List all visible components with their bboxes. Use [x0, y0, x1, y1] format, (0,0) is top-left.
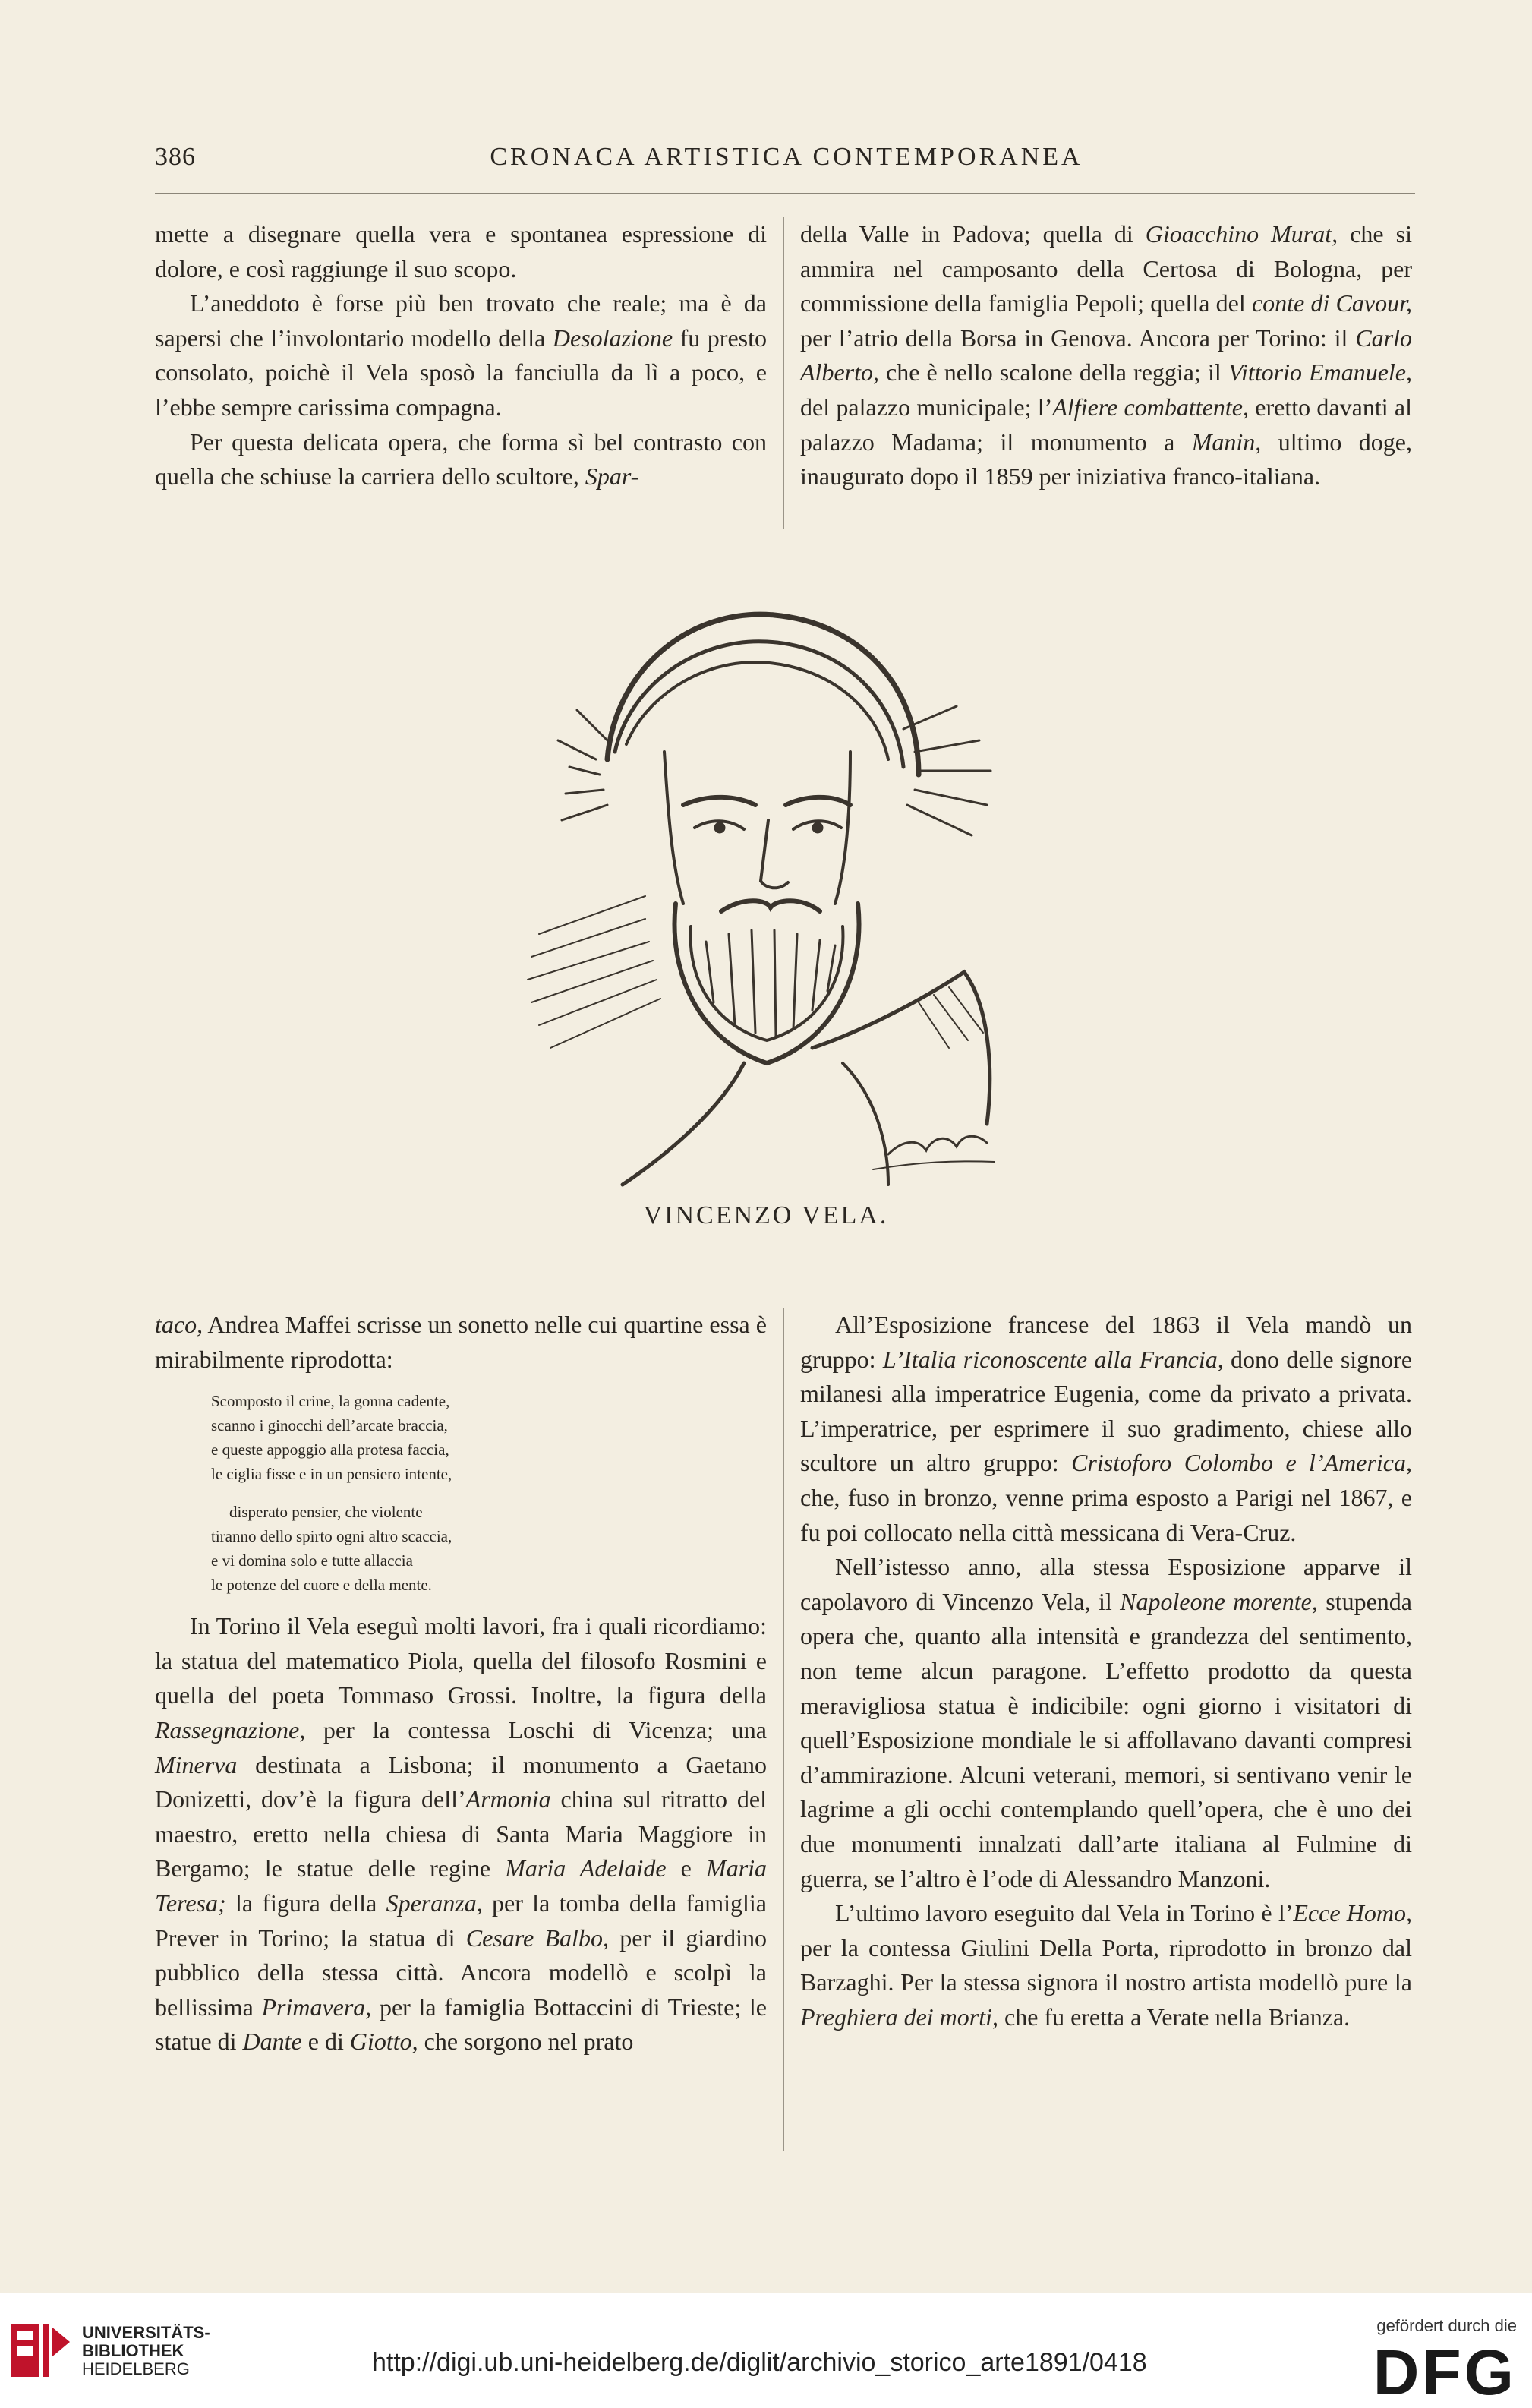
journal-title: CRONACA ARTISTICA CONTEMPORANEA	[490, 143, 1083, 171]
top-right-column	[800, 217, 1412, 494]
funding-text: gefördert durch die	[1376, 2316, 1517, 2335]
paragraph: mette a disegnare quella vera e spontanea espressione di dolore, e così raggiunge il suo scopo.	[155, 220, 767, 282]
verse-stanza	[211, 1389, 767, 1486]
paragraph: della Valle in Padova; quella di Gioacchino Murat, che si ammira nel camposanto della Certosa di Bologna, per commissione della famiglia Pepoli; quella del conte di Cavour, per l’atrio della Borsa in Genova. Ancora per Torino: il Carlo Alberto, che è nello scalone della reggia; il Vittorio Emanuele, del palazzo municipale; l’Alfiere combattente, eretto davanti al palazzo Madama; il monumento a Manin, ultimo doge, inaugurato dopo il 1859 per iniziativa franco-italiana.	[800, 220, 1413, 491]
paragraph: Nell’istesso anno, alla stessa Esposizione apparve il capolavoro di Vincenzo Vela, il Napoleone morente, stupenda opera che, quanto alla intensità e grandezza del sentimento, non teme alcun paragone. L’effetto prodotto da questa meravigliosa statua è indicibile: ogni giorno i visitatori di quell’Esposizione mondiale le si affollavano davanti compresi d’ammirazione. Alcuni veterani, memori, si sentivano venir le lagrime a gli occhi contemplando quell’opera, che è uno dei due monumenti innalzati dall’arte italiana al Fulmine di guerra, se l’altro è l’ode di Alessandro Manzoni.	[800, 1553, 1413, 1892]
portrait-engraving	[493, 577, 1017, 1200]
running-head	[155, 143, 1418, 178]
paragraph: Per questa delicata opera, che forma sì bel contrasto con quella che schiuse la carriera dello scultore, Spar-	[155, 428, 767, 491]
dfg-logo: DFG	[1373, 2337, 1517, 2408]
verse-line: scanno i ginocchi dell’arcate braccia,	[211, 1416, 448, 1435]
paragraph: In Torino il Vela eseguì molti lavori, fra i quali ricordiamo: la statua del matematico Piola, quella del filosofo Rosmini e quella del poeta Tommaso Grossi. Inoltre, la figura della Rassegnazione, per la contessa Loschi di Vicenza; una Minerva destinata a Lisbona; il monumento a Gaetano Donizetti, dov’è la figura dell’Armonia china sul ritratto del maestro, eretto nella chiesa di Santa Maria Maggiore in Bergamo; le statue delle regine Maria Adelaide e Maria Teresa; la figura della Speranza, per la tomba della famiglia Prever in Torino; la statua di Cesare Balbo, per il giardino pubblico della stessa città. Ancora modellò e scolpì la bellissima Primavera, per la famiglia Bottaccini di Trieste; le statue di Dante e di Giotto, che sorgono nel prato	[155, 1612, 768, 2056]
paragraph: All’Esposizione francese del 1863 il Vela mandò un gruppo: L’Italia riconoscente alla Francia, dono delle signore milanesi alla imperatrice Eugenia, come da privato a privata. L’imperatrice, per esprimere il suo gradimento, chiese allo scultore un altro gruppo: Cristoforo Colombo e l’America, che, fuso in bronzo, venne prima esposto a Parigi nel 1867, e fu poi collocato nella città messicana di Vera-Cruz.	[800, 1311, 1413, 1546]
verse-stanza	[211, 1500, 767, 1597]
paragraph: L’ultimo lavoro eseguito dal Vela in Torino è l’Ecce Homo, per la contessa Giulini Della Porta, riprodotto in bronzo dal Barzaghi. Per la stessa signora il nostro artista modellò pure la Preghiera dei morti, che fu eretta a Verate nella Brianza.	[800, 1899, 1412, 2031]
portrait-illustration	[493, 577, 1017, 1200]
digitization-footer	[0, 2293, 1532, 2408]
page-number: 386	[155, 143, 196, 171]
verse-line: e vi domina solo e tutte allaccia	[211, 1551, 413, 1570]
column-rule	[783, 1308, 784, 2151]
verse-line: le ciglia fisse e in un pensiero intente,	[211, 1465, 452, 1484]
paragraph: taco, Andrea Maffei scrisse un sonetto nelle cui quartine essa è mirabilmente riprodotta:	[155, 1311, 767, 1373]
sonnet-quatrains	[211, 1389, 767, 1597]
university-logo-icon	[6, 2316, 74, 2384]
paragraph: L’aneddoto è forse più ben trovato che reale; ma è da sapersi che l’involontario modello della Desolazione fu presto consolato, poichè il Vela sposò la fanciulla da lì a poco, e l’ebbe sempre carissima compagna.	[155, 289, 768, 421]
verse-line: Scomposto il crine, la gonna cadente,	[211, 1392, 450, 1411]
portrait-caption: VINCENZO VELA.	[643, 1201, 889, 1229]
column-rule	[783, 217, 784, 529]
bottom-left-column	[155, 1308, 767, 2059]
university-name: UNIVERSITÄTS- BIBLIOTHEK HEIDELBERG	[82, 2323, 210, 2378]
top-left-column	[155, 217, 767, 494]
verse-line: tiranno dello spirto ogni altro scaccia,	[211, 1527, 452, 1546]
bottom-right-column	[800, 1308, 1412, 2034]
verse-line: le potenze del cuore e della mente.	[211, 1576, 432, 1595]
verse-line: disperato pensier, che violente	[229, 1503, 423, 1522]
funding-credit	[1335, 2316, 1517, 2408]
header-rule	[155, 193, 1415, 194]
source-url-link[interactable]: http://digi.ub.uni-heidelberg.de/diglit/archivio_storico_arte1891/0418	[372, 2348, 1147, 2377]
verse-line: e queste appoggio alla protesa faccia,	[211, 1441, 449, 1460]
